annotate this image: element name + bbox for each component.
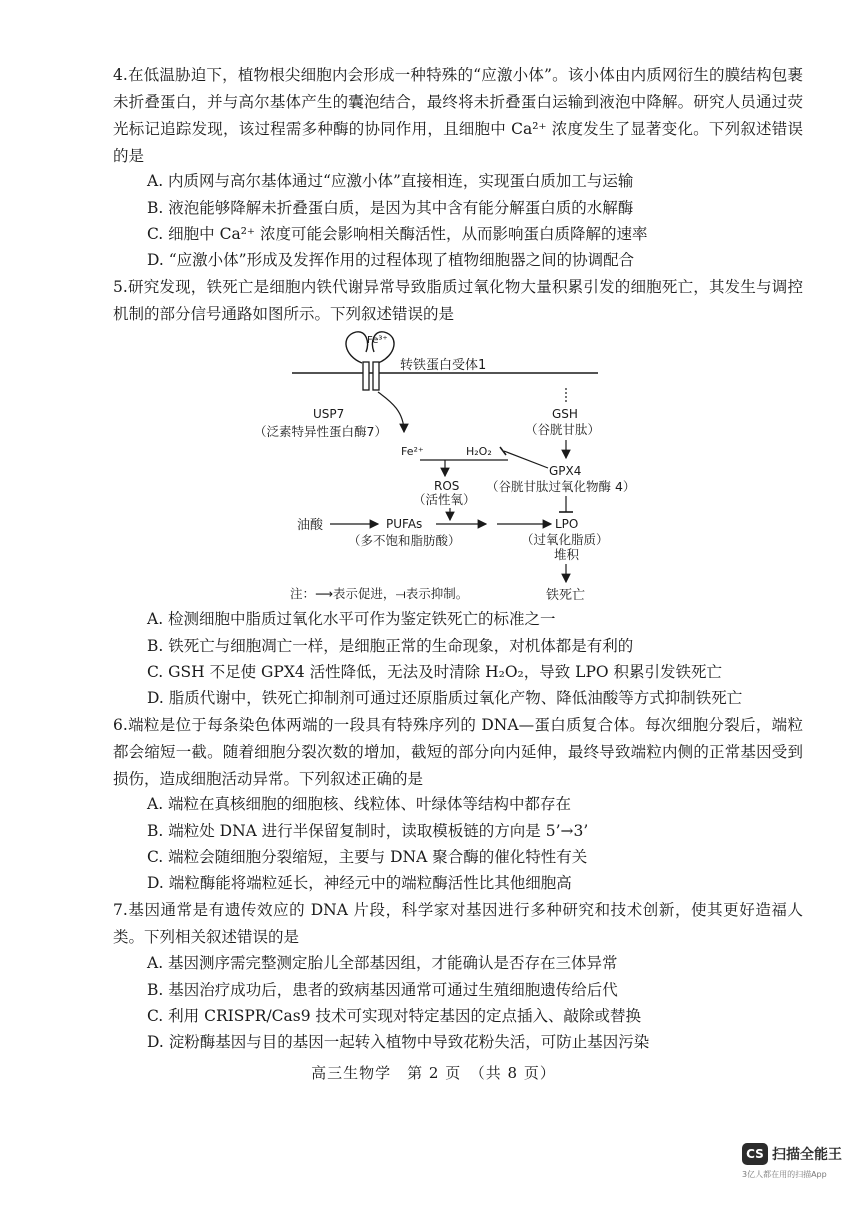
scanner-tagline: 3亿人都在用的扫描App xyxy=(742,1170,827,1179)
question-7-option-b: B. 基因治疗成功后，患者的致病基因通常可通过生殖细胞遗传给后代 xyxy=(147,981,618,999)
page-footer: 高三生物学 第 2 页 （共 8 页） xyxy=(311,1064,556,1082)
receptor-label: 转铁蛋白受体1 xyxy=(400,358,487,373)
question-7-option-d: D. 淀粉酶基因与目的基因一起转入植物中导致花粉失活，可防止基因污染 xyxy=(147,1033,650,1051)
question-4-option-c: C. 细胞中 Ca²⁺ 浓度可能会影响相关酶活性，从而影响蛋白质降解的速率 xyxy=(147,225,648,243)
question-5-option-d: D. 脂质代谢中，铁死亡抑制剂可通过还原脂质过氧化产物、降低油酸等方式抑制铁死亡 xyxy=(147,689,743,707)
question-text: 端粒是位于每条染色体两端的一段具有特殊序列的 DNA—蛋白质复合体。每次细胞分裂后，端粒都会缩短一截。随着细胞分裂次数的增加，截短的部分向内延伸，最终导致端粒内侧的正常基因受到损伤，造成细胞活动异常。下列叙述正确的是 xyxy=(113,716,803,788)
question-number: 4. xyxy=(113,66,128,84)
scanner-logo-icon: CS xyxy=(742,1143,768,1165)
question-5-option-c: C. GSH 不足使 GPX4 活性降低，无法及时清除 H₂O₂，导致 LPO 积累引发铁死亡 xyxy=(147,663,723,681)
question-number: 7. xyxy=(113,901,128,919)
question-4-option-b: B. 液泡能够降解未折叠蛋白质，是因为其中含有能分解蛋白质的水解酶 xyxy=(147,199,634,217)
question-7-stem xyxy=(113,897,803,951)
ros-full-label: （活性氧） xyxy=(413,492,476,507)
question-6-option-b: B. 端粒处 DNA 进行半保留复制时，读取模板链的方向是 5’→3’ xyxy=(147,822,589,840)
question-5-option-b: B. 铁死亡与细胞凋亡一样，是细胞正常的生命现象，对机体都是有利的 xyxy=(147,637,634,655)
usp7-full-label: （泛素特异性蛋白酶7） xyxy=(254,424,387,439)
pufas-full-label: （多不饱和脂肪酸） xyxy=(348,533,461,548)
question-text: 在低温胁迫下，植物根尖细胞内会形成一种特殊的“应激小体”。该小体由内质网衍生的膜结构包裹未折叠蛋白，并与高尔基体产生的囊泡结合，最终将未折叠蛋白运输到液泡中降解。研究人员通过荧光标记追踪发现，该过程需多种酶的协同作用，且细胞中 Ca²⁺ 浓度发生了显著变化。下列叙述错误的是 xyxy=(113,66,803,165)
question-5-option-a: A. 检测细胞中脂质过氧化水平可作为鉴定铁死亡的标准之一 xyxy=(147,610,556,628)
scanner-app-name: 扫描全能王 xyxy=(772,1147,842,1163)
lpo-label: LPO xyxy=(555,517,579,531)
gsh-label: GSH xyxy=(552,407,578,421)
question-6-stem xyxy=(113,712,803,793)
question-4-option-d: D. “应激小体”形成及发挥作用的过程体现了植物细胞器之间的协调配合 xyxy=(147,251,635,269)
fe2-label: Fe²⁺ xyxy=(401,445,424,458)
oleic-acid-label: 油酸 xyxy=(297,518,324,533)
question-4-option-a: A. 内质网与高尔基体通过“应激小体”直接相连，实现蛋白质加工与运输 xyxy=(147,172,634,190)
ferroptosis-label: 铁死亡 xyxy=(546,588,586,603)
question-number: 6. xyxy=(113,716,128,734)
question-text: 基因通常是有遗传效应的 DNA 片段，科学家对基因进行多种研究和技术创新，使其更好造福人类。下列相关叙述错误的是 xyxy=(113,901,803,946)
usp7-label: USP7 xyxy=(313,407,345,421)
gpx4-label: GPX4 xyxy=(549,464,582,478)
h2o2-label: H₂O₂ xyxy=(466,445,492,458)
pufas-label: PUFAs xyxy=(386,517,423,531)
question-text: 研究发现，铁死亡是细胞内铁代谢异常导致脂质过氧化物大量积累引发的细胞死亡，其发生与调控机制的部分信号通路如图所示。下列叙述错误的是 xyxy=(113,278,803,323)
ros-label: ROS xyxy=(434,479,460,493)
question-6-option-c: C. 端粒会随细胞分裂缩短，主要与 DNA 聚合酶的催化特性有关 xyxy=(147,848,588,866)
gsh-full-label: （谷胱甘肽） xyxy=(525,422,601,437)
accumulate-label: 堆积 xyxy=(554,547,580,562)
fe3-label: Fe³⁺ xyxy=(367,335,388,346)
question-6-option-d: D. 端粒酶能将端粒延长，神经元中的端粒酶活性比其他细胞高 xyxy=(147,874,572,892)
lpo-full-label: （过氧化脂质） xyxy=(521,532,609,547)
question-7-option-c: C. 利用 CRISPR/Cas9 技术可实现对特定基因的定点插入、敲除或替换 xyxy=(147,1007,642,1025)
question-6-option-a: A. 端粒在真核细胞的细胞核、线粒体、叶绿体等结构中都存在 xyxy=(147,795,572,813)
question-number: 5. xyxy=(113,278,128,296)
question-7-option-a: A. 基因测序需完整测定胎儿全部基因组，才能确认是否存在三体异常 xyxy=(147,954,618,972)
scanner-watermark xyxy=(742,1143,862,1183)
diagram-note: 注：⟶表示促进，⟞表示抑制。 xyxy=(290,586,469,601)
gpx4-full-label: （谷胱甘肽过氧化物酶 4） xyxy=(486,479,636,494)
